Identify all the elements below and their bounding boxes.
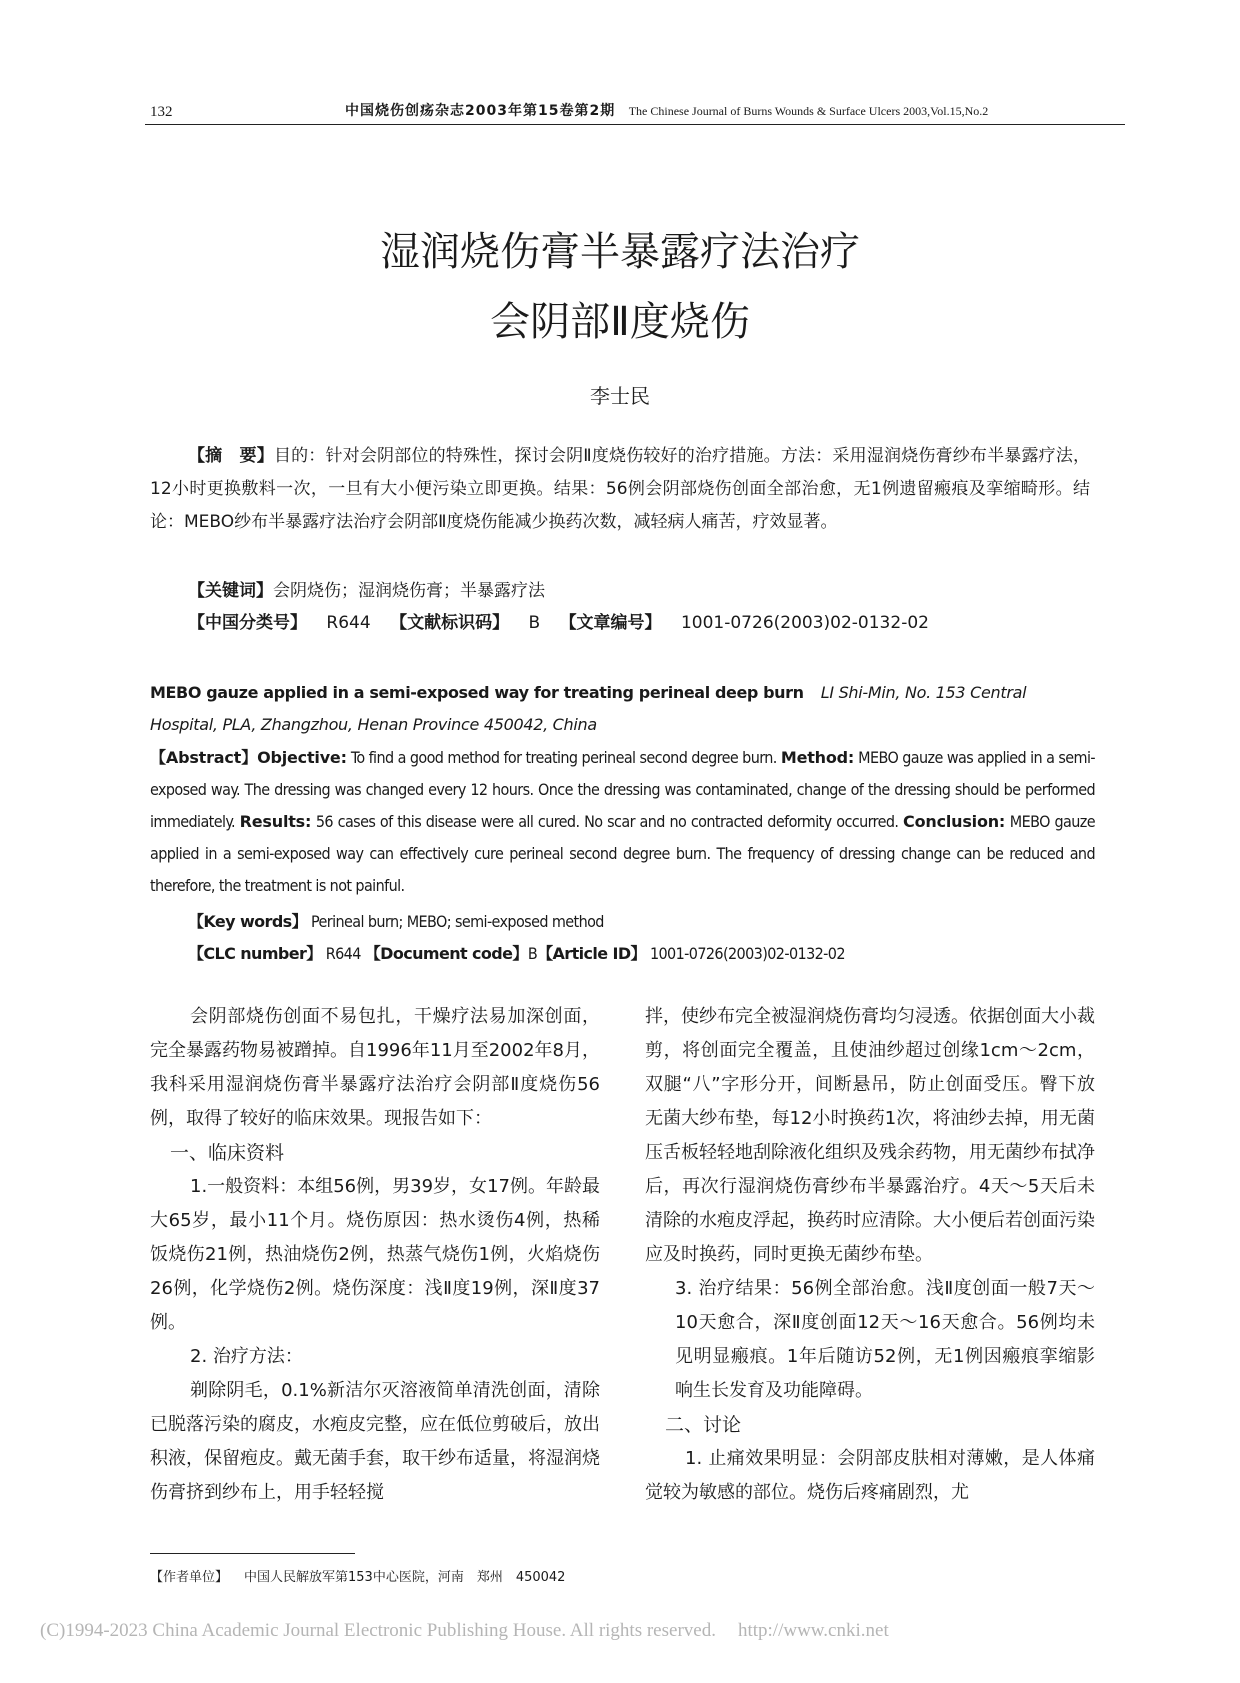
abstract-cn	[150, 440, 1090, 539]
footnote-text: 中国人民解放军第153中心医院，河南 郑州 450042	[244, 1570, 566, 1585]
running-header	[345, 100, 988, 120]
treatment-results-paragraph: 3. 治疗结果：56例全部治愈。浅Ⅱ度创面一般7天～10天愈合，深Ⅱ度创面12天～16天愈合。56例均未见明显瘢痕。1年后随访52例，无1例因瘢痕挛缩影响生长发育及功能障碍。	[675, 1278, 1095, 1401]
objective-label: Objective:	[257, 748, 347, 767]
doc-code-cn-label: 【文献标识码】	[390, 613, 510, 633]
footnote-rule	[150, 1553, 355, 1554]
journal-title-en: The Chinese Journal of Burns Wounds & Surface Ulcers 2003,Vol.15,No.2	[628, 104, 989, 118]
keywords-cn-label: 【关键词】	[188, 581, 273, 601]
doc-code-en-label: 【Document code】	[364, 944, 528, 963]
article-title-line2: 会阴部Ⅱ度烧伤	[490, 299, 750, 345]
keywords-en-text: Perineal burn; MEBO; semi-exposed method	[311, 912, 604, 931]
article-id-cn-value: 1001-0726(2003)02-0132-02	[680, 613, 929, 633]
abstract-en-label: 【Abstract】	[150, 748, 258, 767]
abstract-cn-text: 目的：针对会阴部位的特殊性，探讨会阴Ⅱ度烧伤较好的治疗措施。方法：采用湿润烧伤膏纱布半暴露疗法，12小时更换敷料一次，一旦有大小便污染立即更换。结果：56例会阴部烧伤创面全部治愈，无1例遗留瘢痕及挛缩畸形。结论：MEBO纱布半暴露疗法治疗会阴部Ⅱ度烧伤能减少换药次数，减轻病人痛苦，疗效显著。	[150, 446, 1091, 532]
clc-en-label: 【CLC number】	[188, 944, 322, 963]
author-name: 李士民	[590, 384, 650, 408]
keywords-cn	[188, 575, 545, 608]
objective-text: To find a good method for treating perineal second degree burn.	[350, 748, 777, 767]
classification-cn	[188, 607, 943, 640]
author-affiliation-footnote	[150, 1566, 581, 1585]
footnote-label: 【作者单位】	[150, 1570, 229, 1585]
copyright-url: http://www.cnki.net	[737, 1620, 889, 1641]
abstract-cn-label: 【摘 要】	[188, 446, 274, 466]
article-id-en-label: 【Article ID】	[537, 944, 646, 963]
header-rule	[145, 124, 1125, 125]
page-number: 132	[150, 104, 173, 120]
classification-en	[188, 938, 845, 970]
section-heading-clinical-data: 一、临床资料	[170, 1142, 285, 1164]
journal-title-cn: 中国烧伤创疡杂志2003年第15卷第2期	[345, 103, 616, 119]
method-text: MEBO gauze was applied in a semi-exposed way. The dressing was changed every 12 hours. Once the dressing was contaminated, change of the dressing should be performed immediately.	[150, 748, 1095, 831]
article-id-en-value: 1001-0726(2003)02-0132-02	[649, 944, 845, 963]
english-title: MEBO gauze applied in a semi-exposed way for treating perineal deep burn	[150, 683, 804, 702]
clc-en-value: R644	[325, 944, 361, 963]
body-column-left	[150, 1000, 600, 1510]
treatment-method-paragraph: 剃除阴毛，0.1%新洁尔灭溶液简单清洗创面，清除已脱落污染的腐皮，水疱皮完整，应在低位剪破后，放出积液，保留疱皮。戴无菌手套，取干纱布适量，将湿润烧伤膏挤到纱布上，用手轻轻搅	[150, 1380, 600, 1503]
treatment-method-continued: 拌，使纱布完全被湿润烧伤膏均匀浸透。依据创面大小裁剪，将创面完全覆盖，且使油纱超过创缘1cm～2cm，双腿“八”字形分开，间断悬吊，防止创面受压。臀下放无菌大纱布垫，每12小时换药1次，将油纱去掉，用无菌压舌板轻轻地刮除液化组织及残余药物，用无菌纱布拭净后，再次行湿润烧伤膏纱布半暴露治疗。4天～5天后未清除的水疱皮浮起，换药时应清除。大小便后若创面污染应及时换药，同时更换无菌纱布垫。	[645, 1006, 1095, 1265]
clc-cn-label: 【中国分类号】	[188, 613, 307, 633]
abstract-en	[150, 742, 1095, 902]
conclusion-label: Conclusion:	[903, 812, 1006, 831]
doc-code-en-value: B	[527, 944, 538, 963]
intro-paragraph: 会阴部烧伤创面不易包扎，干燥疗法易加深创面，完全暴露药物易被蹭掉。自1996年11月至2002年8月，我科采用湿润烧伤膏半暴露疗法治疗会阴部Ⅱ度烧伤56例，取得了较好的临床效果。现报告如下：	[150, 1006, 600, 1129]
treatment-method-heading: 2. 治疗方法：	[190, 1346, 303, 1367]
body-column-right	[645, 1000, 1095, 1510]
copyright-text: (C)1994-2023 China Academic Journal Electronic Publishing House. All rights reserved.	[40, 1620, 716, 1641]
article-title-line1: 湿润烧伤膏半暴露疗法治疗	[380, 229, 860, 275]
keywords-en	[188, 906, 604, 938]
doc-code-cn-value: B	[528, 613, 541, 633]
conclusion-text: MEBO gauze applied in a semi-exposed way can effectively cure perineal second degree burn. The frequency of dressing change can be reduced and therefore, the treatment is not painful.	[150, 812, 1095, 895]
results-text: 56 cases of this disease were all cured. No scar and no contracted deformity occurred.	[315, 812, 899, 831]
clc-cn-value: R644	[326, 613, 371, 633]
english-title-block	[150, 677, 1095, 741]
results-label: Results:	[239, 812, 312, 831]
english-author-affiliation: LI Shi-Min, No. 153 Central Hospital, PLA, Zhangzhou, Henan Province 450042, China	[150, 683, 1027, 734]
method-label: Method:	[780, 748, 855, 767]
copyright-watermark	[40, 1620, 889, 1642]
general-data-paragraph: 1.一般资料：本组56例，男39岁，女17例。年龄最大65岁，最小11个月。烧伤原因：热水烫伤4例，热稀饭烧伤21例，热油烧伤2例，热蒸气烧伤1例，火焰烧伤26例，化学烧伤2例。烧伤深度：浅Ⅱ度19例，深Ⅱ度37例。	[150, 1176, 600, 1333]
article-id-cn-label: 【文章编号】	[559, 613, 662, 633]
discussion-paragraph: 1. 止痛效果明显：会阴部皮肤相对薄嫩，是人体痛觉较为敏感的部位。烧伤后疼痛剧烈，尤	[645, 1448, 1095, 1503]
keywords-cn-text: 会阴烧伤；湿润烧伤膏；半暴露疗法	[273, 581, 545, 601]
keywords-en-label: 【Key words】	[188, 912, 308, 931]
section-heading-discussion: 二、讨论	[665, 1414, 742, 1436]
